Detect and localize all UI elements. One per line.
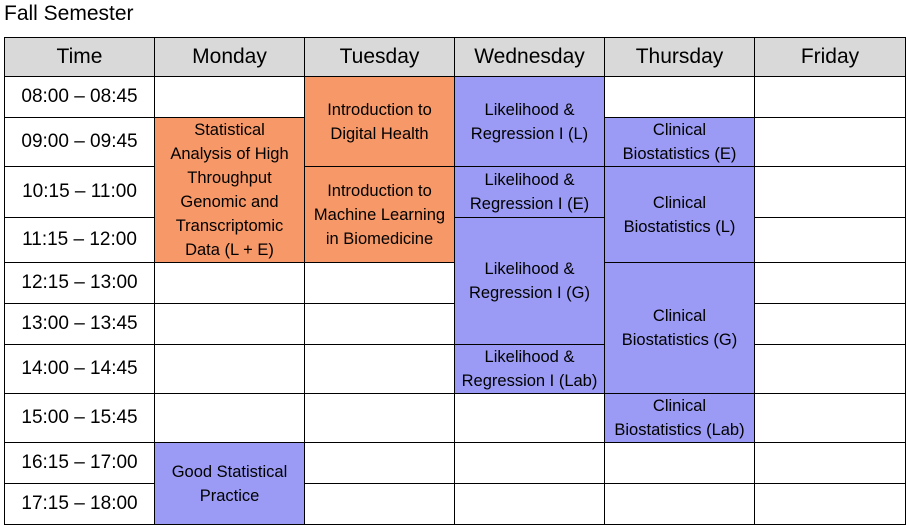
course-clinical-biostatistics-l — [605, 167, 755, 263]
course-title-line: Regression I (G) — [468, 284, 591, 302]
course-title-line: Biostatistics (Lab) — [614, 421, 745, 439]
course-intro-digital-health — [305, 77, 455, 167]
time-slot: 08:00 – 08:45 — [5, 77, 155, 118]
course-title-line: in Biomedicine — [325, 229, 434, 248]
empty-slot — [305, 345, 455, 394]
empty-slot — [605, 484, 755, 525]
time-slot: 17:15 – 18:00 — [5, 484, 155, 525]
course-title-line: Regression I (E) — [469, 195, 590, 213]
table-row — [5, 484, 906, 525]
course-title-line: Biostatistics (E) — [622, 145, 737, 163]
course-likelihood-regression-l — [455, 77, 605, 167]
course-title-line: Likelihood & — [484, 100, 575, 119]
course-title-line: Digital Health — [330, 124, 429, 143]
empty-slot — [755, 77, 906, 118]
course-title-line: Clinical — [652, 397, 707, 415]
course-title-line: Data (L + E) — [185, 241, 274, 259]
page-title: Fall Semester — [4, 2, 134, 25]
course-title-line: Likelihood & — [484, 171, 575, 189]
course-title-line: Good Statistical — [171, 462, 288, 481]
empty-slot — [755, 304, 906, 345]
empty-slot — [755, 345, 906, 394]
time-slot: 10:15 – 11:00 — [5, 167, 155, 218]
empty-slot — [155, 77, 305, 118]
table-row — [5, 345, 906, 394]
empty-slot — [455, 394, 605, 443]
course-clinical-biostatistics-lab — [605, 394, 755, 443]
course-title-line: Likelihood & — [484, 260, 575, 278]
empty-slot — [755, 263, 906, 304]
empty-slot — [755, 167, 906, 218]
table-row — [5, 394, 906, 443]
course-good-statistical-practice — [155, 443, 305, 525]
empty-slot — [155, 394, 305, 443]
table-row — [5, 77, 906, 118]
header-friday: Friday — [755, 38, 906, 77]
time-slot: 12:15 – 13:00 — [5, 263, 155, 304]
course-title-line: Regression I (L) — [470, 124, 589, 143]
empty-slot — [755, 443, 906, 484]
empty-slot — [305, 484, 455, 525]
header-thursday: Thursday — [605, 38, 755, 77]
course-title-line: Transcriptomic — [175, 217, 284, 235]
empty-slot — [755, 218, 906, 263]
table-row — [5, 218, 906, 263]
empty-slot — [155, 345, 305, 394]
header-monday: Monday — [155, 38, 305, 77]
header-wednesday: Wednesday — [455, 38, 605, 77]
empty-slot — [305, 394, 455, 443]
empty-slot — [305, 304, 455, 345]
course-title-line: Practice — [199, 486, 260, 505]
empty-slot — [605, 443, 755, 484]
course-title-line: Biostatistics (L) — [623, 217, 736, 236]
time-slot: 15:00 – 15:45 — [5, 394, 155, 443]
course-clinical-biostatistics-g — [605, 263, 755, 394]
course-title-line: Statistical — [194, 121, 265, 139]
course-title-line: Regression I (Lab) — [461, 372, 598, 390]
empty-slot — [455, 443, 605, 484]
course-title-line: Introduction to — [327, 100, 432, 119]
course-likelihood-regression-lab — [455, 345, 605, 394]
empty-slot — [755, 484, 906, 525]
table-row — [5, 443, 906, 484]
empty-slot — [455, 484, 605, 525]
empty-slot — [155, 263, 305, 304]
course-title-line: Clinical — [652, 307, 707, 325]
empty-slot — [305, 443, 455, 484]
course-title-line: Throughput — [187, 169, 272, 187]
empty-slot — [605, 77, 755, 118]
course-title-line: Introduction to — [327, 181, 432, 200]
header-time: Time — [5, 38, 155, 77]
course-title-line: Genomic and — [180, 193, 279, 211]
course-intro-machine-learning — [305, 167, 455, 263]
empty-slot — [755, 118, 906, 167]
course-title-line: Analysis of High — [170, 145, 289, 163]
course-title-line: Clinical — [652, 193, 707, 212]
empty-slot — [755, 394, 906, 443]
time-slot: 13:00 – 13:45 — [5, 304, 155, 345]
course-likelihood-regression-g — [455, 218, 605, 345]
course-likelihood-regression-e — [455, 167, 605, 218]
course-title-line: Machine Learning — [313, 205, 446, 224]
time-slot: 14:00 – 14:45 — [5, 345, 155, 394]
empty-slot — [155, 304, 305, 345]
header-row — [5, 38, 906, 77]
header-tuesday: Tuesday — [305, 38, 455, 77]
time-slot: 16:15 – 17:00 — [5, 443, 155, 484]
time-slot: 11:15 – 12:00 — [5, 218, 155, 263]
table-row — [5, 167, 906, 218]
course-statistical-analysis — [155, 118, 305, 263]
time-slot: 09:00 – 09:45 — [5, 118, 155, 167]
course-clinical-biostatistics-e — [605, 118, 755, 167]
course-title-line: Clinical — [652, 121, 707, 139]
course-title-line: Likelihood & — [484, 348, 575, 366]
course-title-line: Biostatistics (G) — [621, 331, 738, 349]
schedule-table — [4, 37, 906, 525]
empty-slot — [305, 263, 455, 304]
